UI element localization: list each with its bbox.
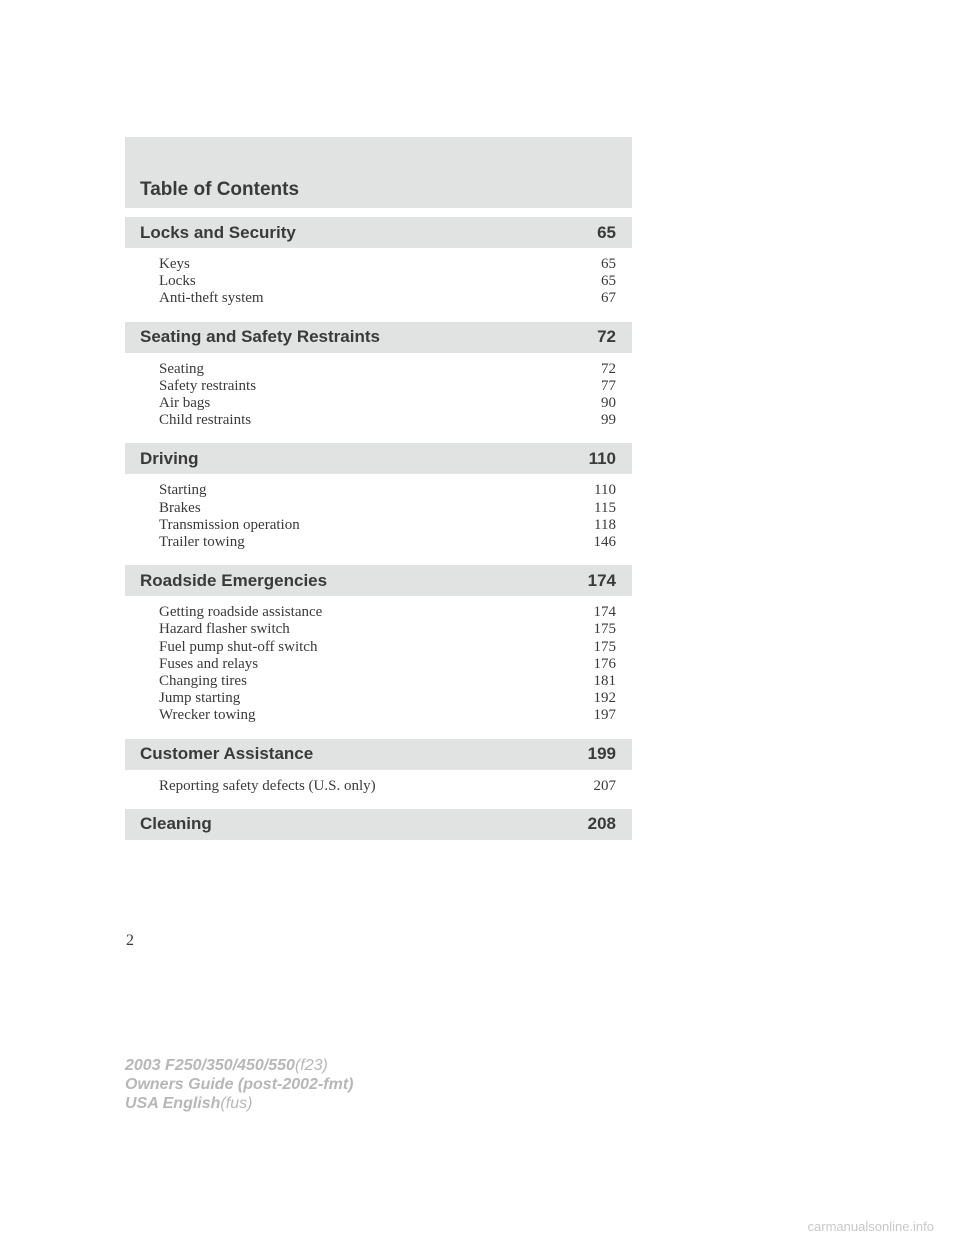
entry-label: Anti-theft system	[159, 290, 264, 307]
entry-label: Fuel pump shut-off switch	[159, 638, 318, 655]
footer-guide: Owners Guide (post-2002-fmt)	[125, 1076, 354, 1093]
entry-label: Starting	[159, 482, 207, 499]
entry-label: Fuses and relays	[159, 655, 259, 672]
toc-entry[interactable]	[159, 412, 616, 429]
entry-page: 110	[594, 482, 616, 499]
entry-label: Changing tires	[159, 673, 247, 690]
toc-entry[interactable]	[159, 517, 616, 534]
toc-entry[interactable]	[159, 673, 616, 690]
entry-label: Child restraints	[159, 412, 252, 429]
page-title: Table of Contents	[125, 137, 632, 208]
toc-entry[interactable]	[159, 378, 616, 395]
toc-entry[interactable]	[159, 290, 616, 307]
toc-entry[interactable]	[159, 361, 616, 378]
entry-label: Keys	[159, 256, 190, 272]
entry-page: 176	[593, 655, 616, 672]
section-items	[125, 474, 632, 556]
section-page: 174	[587, 570, 616, 590]
toc-entry[interactable]	[159, 778, 616, 795]
entry-page: 65	[601, 256, 616, 272]
entry-page: 207	[593, 777, 616, 794]
section-page: 208	[587, 814, 616, 834]
section-header[interactable]	[125, 322, 632, 353]
footer-line-1	[125, 1056, 353, 1075]
entry-label: Transmission operation	[159, 516, 300, 533]
section-header[interactable]	[125, 443, 632, 474]
section-title: Driving	[140, 448, 199, 468]
footer-line-2	[125, 1075, 353, 1094]
toc-entry[interactable]	[159, 500, 616, 517]
section-items	[125, 248, 632, 313]
footer-language: USA English	[125, 1095, 221, 1112]
entry-label: Locks	[159, 273, 196, 290]
toc-entry[interactable]	[159, 256, 616, 273]
entry-label: Seating	[159, 360, 204, 377]
section-title: Locks and Security	[140, 222, 296, 242]
table-of-contents	[125, 137, 632, 840]
entry-page: 72	[601, 360, 616, 377]
entry-label: Safety restraints	[159, 377, 257, 394]
entry-label: Wrecker towing	[159, 707, 256, 724]
entry-page: 197	[593, 707, 616, 724]
footer-line-3	[125, 1094, 353, 1113]
entry-label: Jump starting	[159, 690, 241, 707]
footer-language-code: (fus)	[220, 1095, 253, 1112]
entry-label: Hazard flasher switch	[159, 621, 290, 638]
footer-model: 2003 F250/350/450/550	[125, 1057, 295, 1074]
section-items	[125, 353, 632, 435]
entry-page: 146	[593, 534, 616, 551]
toc-sections	[125, 208, 632, 840]
entry-page: 90	[601, 395, 616, 412]
entry-label: Reporting safety defects (U.S. only)	[159, 777, 376, 794]
entry-page: 175	[593, 638, 616, 655]
section-header[interactable]	[125, 739, 632, 770]
entry-page: 192	[593, 690, 616, 707]
section-header[interactable]	[125, 809, 632, 840]
entry-page: 65	[601, 273, 616, 290]
toc-entry[interactable]	[159, 604, 616, 621]
entry-page: 99	[601, 412, 616, 429]
section-page: 199	[587, 744, 616, 764]
toc-entry[interactable]	[159, 482, 616, 499]
toc-entry[interactable]	[159, 273, 616, 290]
entry-label: Air bags	[159, 395, 211, 412]
toc-entry[interactable]	[159, 656, 616, 673]
watermark: carmanualsonline.info	[807, 1219, 934, 1234]
toc-entry[interactable]	[159, 690, 616, 707]
entry-page: 174	[593, 604, 616, 621]
entry-page: 115	[594, 499, 616, 516]
toc-entry[interactable]	[159, 639, 616, 656]
section-header[interactable]	[125, 217, 632, 248]
section-items	[125, 770, 632, 800]
page-number: 2	[126, 932, 134, 949]
section-page: 72	[597, 327, 616, 347]
section-title: Roadside Emergencies	[140, 570, 328, 590]
entry-page: 118	[594, 516, 616, 533]
section-title: Customer Assistance	[140, 744, 314, 764]
toc-entry[interactable]	[159, 534, 616, 551]
entry-page: 181	[593, 673, 616, 690]
section-page: 65	[597, 222, 616, 242]
entry-page: 67	[601, 290, 616, 307]
section-title: Cleaning	[140, 814, 212, 834]
footer	[125, 1056, 353, 1113]
entry-label: Trailer towing	[159, 534, 245, 551]
section-title: Seating and Safety Restraints	[140, 327, 380, 347]
toc-entry[interactable]	[159, 621, 616, 638]
section-items	[125, 596, 632, 729]
entry-label: Brakes	[159, 499, 201, 516]
entry-page: 175	[593, 621, 616, 638]
entry-label: Getting roadside assistance	[159, 604, 323, 621]
toc-entry[interactable]	[159, 395, 616, 412]
toc-entry[interactable]	[159, 707, 616, 724]
entry-page: 77	[601, 377, 616, 394]
footer-model-code: (f23)	[294, 1057, 328, 1074]
section-header[interactable]	[125, 565, 632, 596]
section-page: 110	[588, 448, 616, 468]
